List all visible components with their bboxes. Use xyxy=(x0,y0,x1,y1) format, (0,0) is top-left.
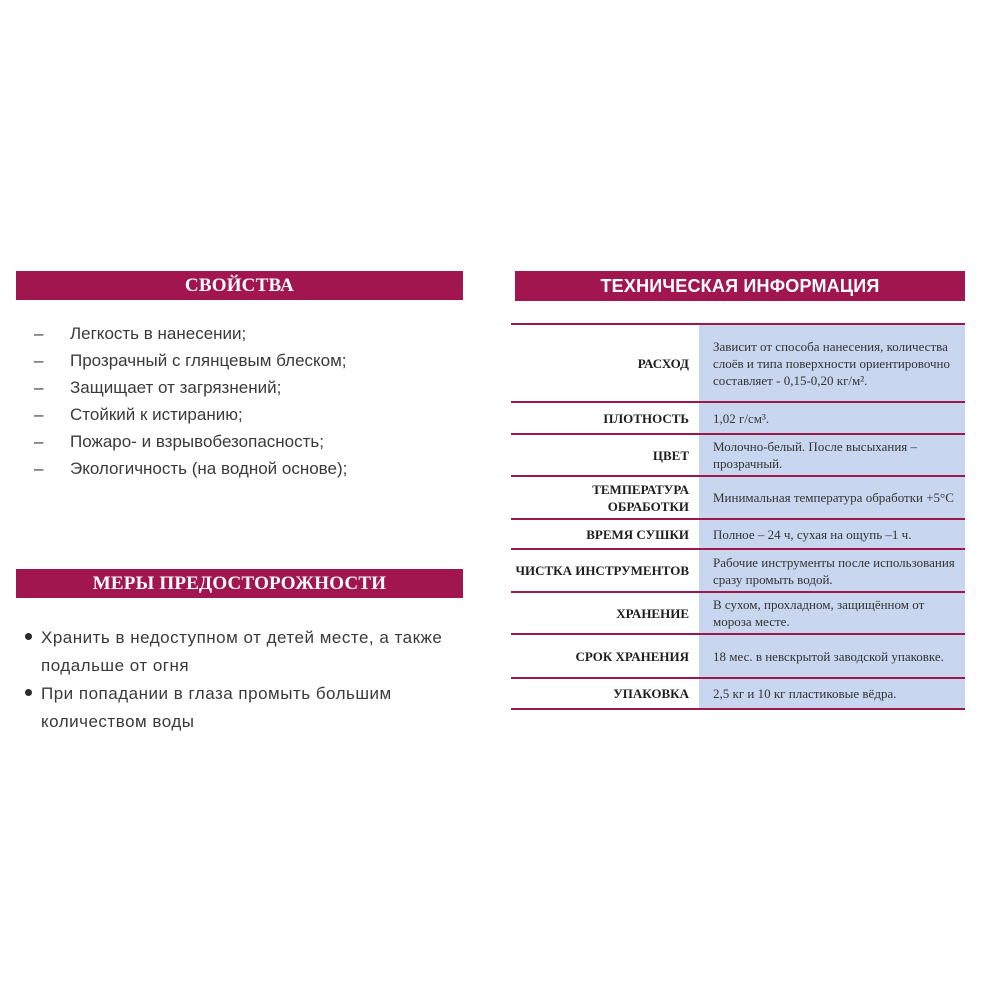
property-text: Легкость в нанесении; xyxy=(70,324,247,343)
row-value: Рабочие инструменты после использования сразу промыть водой. xyxy=(699,549,965,592)
row-value: Молочно-белый. После высыхания – прозрачный. xyxy=(699,434,965,476)
list-item xyxy=(34,347,347,374)
property-text: Прозрачный с глянцевым блеском; xyxy=(70,351,347,370)
dash-bullet: – xyxy=(34,351,44,370)
precaution-text: При попадании в глаза промыть большим количеством воды xyxy=(41,684,392,731)
bullet-dot-icon xyxy=(25,633,32,640)
list-item xyxy=(24,680,484,735)
row-value: Зависит от способа нанесения, количества слоёв и типа поверхности ориентировочно составляет - 0,15-0,20 кг/м². xyxy=(699,324,965,402)
table-row xyxy=(511,324,965,402)
tech-info-header: ТЕХНИЧЕСКАЯ ИНФОРМАЦИЯ xyxy=(515,271,965,301)
row-label: ЦВЕТ xyxy=(511,434,699,476)
dash-bullet: – xyxy=(34,378,44,397)
row-label: РАСХОД xyxy=(511,324,699,402)
property-text: Стойкий к истиранию; xyxy=(70,405,243,424)
tech-info-table xyxy=(511,323,965,710)
list-item xyxy=(34,374,347,401)
row-label: УПАКОВКА xyxy=(511,678,699,709)
list-item xyxy=(34,455,347,482)
bullet-dot-icon xyxy=(25,689,32,696)
dash-bullet: – xyxy=(34,405,44,424)
row-label: ХРАНЕНИЕ xyxy=(511,592,699,634)
row-value: Полное – 24 ч, сухая на ощупь –1 ч. xyxy=(699,519,965,549)
row-label: СРОК ХРАНЕНИЯ xyxy=(511,634,699,678)
list-item xyxy=(34,428,347,455)
table-row xyxy=(511,634,965,678)
list-item xyxy=(34,401,347,428)
row-label: ЧИСТКА ИНСТРУМЕНТОВ xyxy=(511,549,699,592)
precautions-header: МЕРЫ ПРЕДОСТОРОЖНОСТИ xyxy=(16,569,463,598)
dash-bullet: – xyxy=(34,324,44,343)
table-row xyxy=(511,434,965,476)
row-label: ВРЕМЯ СУШКИ xyxy=(511,519,699,549)
table-row xyxy=(511,519,965,549)
table-row xyxy=(511,678,965,709)
row-value: 2,5 кг и 10 кг пластиковые вёдра. xyxy=(699,678,965,709)
properties-header: СВОЙСТВА xyxy=(16,271,463,300)
dash-bullet: – xyxy=(34,459,44,478)
row-value: 18 мес. в невскрытой заводской упаковке. xyxy=(699,634,965,678)
table-row xyxy=(511,476,965,519)
row-value: Минимальная температура обработки +5°C xyxy=(699,476,965,519)
table-row xyxy=(511,549,965,592)
property-text: Пожаро- и взрывобезопасность; xyxy=(70,432,324,451)
properties-list xyxy=(34,320,347,482)
property-text: Экологичность (на водной основе); xyxy=(70,459,348,478)
property-text: Защищает от загрязнений; xyxy=(70,378,282,397)
precaution-text: Хранить в недоступном от детей месте, а также подальше от огня xyxy=(41,628,443,675)
precautions-list xyxy=(24,624,484,736)
row-label: ПЛОТНОСТЬ xyxy=(511,402,699,434)
table-row xyxy=(511,592,965,634)
list-item xyxy=(34,320,347,347)
row-label: ТЕМПЕРАТУРА ОБРАБОТКИ xyxy=(511,476,699,519)
row-value: 1,02 г/см³. xyxy=(699,402,965,434)
row-value: В сухом, прохладном, защищённом от мороза месте. xyxy=(699,592,965,634)
list-item xyxy=(24,624,484,679)
table-row xyxy=(511,402,965,434)
dash-bullet: – xyxy=(34,432,44,451)
